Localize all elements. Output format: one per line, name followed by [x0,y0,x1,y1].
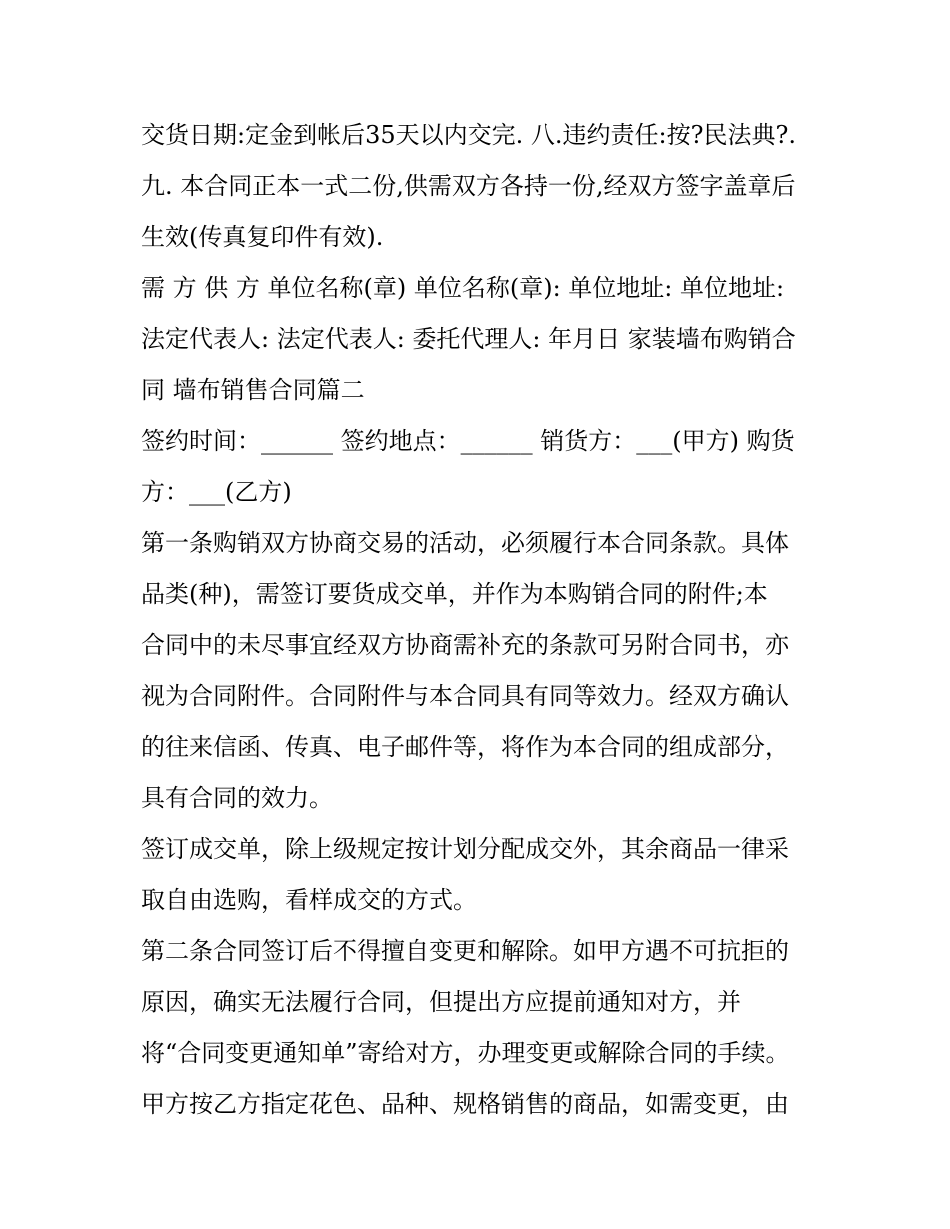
text-line: 第二条合同签订后不得擅自变更和解除。如甲方遇不可抗拒的 [141,937,789,965]
text-line: 签订成交单，除上级规定按计划分配成交外，其余商品一律采 [141,835,789,863]
text-line: 合同中的未尽事宜经双方协商需补充的条款可另附合同书，亦 [141,631,789,659]
text-line: 需 方 供 方 单位名称(章) 单位名称(章): 单位地址: 单位地址: [141,274,785,302]
text-line: 视为合同附件。合同附件与本合同具有同等效力。经双方确认 [141,682,789,710]
text-line: 第一条购销双方协商交易的活动，必须履行本合同条款。具体 [141,529,789,557]
text-line: 甲方按乙方指定花色、品种、规格销售的商品，如需变更，由 [141,1090,789,1118]
text-line: 具有合同的效力。 [141,784,333,812]
text-line: 取自由选购，看样成交的方式。 [141,886,477,914]
text-line: 签约时间：______ 签约地点：______ 销货方：___(甲方) 购货 [141,427,795,455]
text-line: 九. 本合同正本一式二份,供需双方各持一份,经双方签字盖章后 [141,172,796,200]
text-line: 方：___(乙方) [141,478,292,506]
text-line: 将“合同变更通知单”寄给对方，办理变更或解除合同的手续。 [141,1039,790,1067]
text-line: 的往来信函、传真、电子邮件等，将作为本合同的组成部分， [141,733,789,761]
text-line: 生效(传真复印件有效). [141,223,384,251]
text-line: 品类(种)，需签订要货成交单，并作为本购销合同的附件;本 [141,580,768,608]
text-line: 原因，确实无法履行合同，但提出方应提前通知对方，并 [141,988,741,1016]
text-line: 法定代表人: 法定代表人: 委托代理人: 年月日 家装墙布购销合 [141,325,796,353]
text-line: 交货日期:定金到帐后35天以内交完. 八.违约责任:按?民法典?. [141,121,796,149]
document-body [141,110,821,1130]
text-line: 同 墙布销售合同篇二 [141,376,365,404]
